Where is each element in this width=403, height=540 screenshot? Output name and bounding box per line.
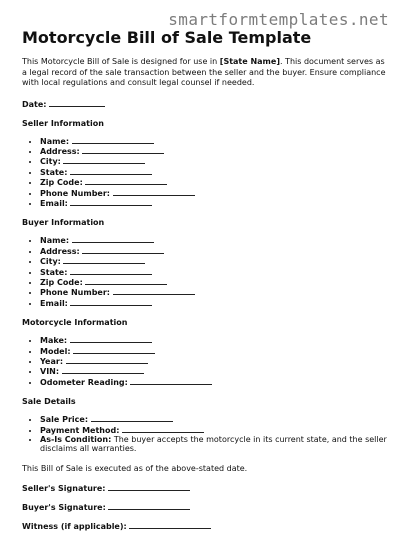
field-label: Zip Code: xyxy=(40,277,83,287)
field-blank[interactable] xyxy=(91,414,173,422)
field-blank[interactable] xyxy=(63,156,145,164)
field-label: Name: xyxy=(40,236,70,246)
field-blank[interactable] xyxy=(85,277,167,285)
intro-text-1: This Motorcycle Bill of Sale is designed for use in xyxy=(22,57,220,66)
seller-address-item xyxy=(40,146,388,156)
seller-zip-item xyxy=(40,177,388,187)
seller-fields xyxy=(22,136,388,209)
date-blank[interactable] xyxy=(49,99,105,107)
field-label: Model: xyxy=(40,346,71,356)
year-item xyxy=(40,356,388,366)
field-blank[interactable] xyxy=(62,366,144,374)
field-label: Make: xyxy=(40,336,68,346)
field-label: State: xyxy=(40,167,68,177)
seller-state-item xyxy=(40,167,388,177)
signature-label: Buyer's Signature: xyxy=(22,502,106,512)
field-label: As-Is Condition: xyxy=(40,435,112,445)
buyer-city-item xyxy=(40,256,388,266)
buyer-state-item xyxy=(40,267,388,277)
buyer-zip-item xyxy=(40,277,388,287)
field-blank[interactable] xyxy=(72,136,154,144)
field-label: Address: xyxy=(40,146,80,156)
field-label: Email: xyxy=(40,298,68,308)
date-line xyxy=(22,99,388,109)
signature-blank[interactable] xyxy=(108,502,190,510)
field-blank[interactable] xyxy=(70,298,152,306)
site-watermark: smartformtemplates.net xyxy=(168,10,389,29)
seller-signature-line xyxy=(22,483,388,493)
field-label: Odometer Reading: xyxy=(40,377,128,387)
make-item xyxy=(40,335,388,345)
field-label: Name: xyxy=(40,136,70,146)
field-blank[interactable] xyxy=(113,188,195,196)
intro-text-2: . This document serves as a legal record of the sale transaction between the seller and the buyer. Ensure compliance with local regulations and consult legal counsel if needed. xyxy=(22,57,386,87)
field-blank[interactable] xyxy=(70,198,152,206)
field-label: City: xyxy=(40,157,61,167)
witness-signature-line xyxy=(22,521,388,531)
buyer-address-item xyxy=(40,246,388,256)
field-label: Payment Method: xyxy=(40,425,120,435)
signature-label: Witness (if applicable): xyxy=(22,521,127,531)
field-blank[interactable] xyxy=(82,146,164,154)
field-blank[interactable] xyxy=(82,246,164,254)
document-title: Motorcycle Bill of Sale Template xyxy=(22,28,312,47)
signature-label: Seller's Signature: xyxy=(22,483,106,493)
buyer-heading: Buyer Information xyxy=(22,218,105,228)
signature-blank[interactable] xyxy=(129,521,211,529)
odometer-item xyxy=(40,377,388,387)
field-label: Sale Price: xyxy=(40,415,89,425)
field-label: Phone Number: xyxy=(40,188,110,198)
buyer-email-item xyxy=(40,298,388,308)
as-is-text: The buyer accepts the motorcycle in its current state, and the seller disclaims all warranties. xyxy=(40,435,387,454)
motorcycle-heading: Motorcycle Information xyxy=(22,318,128,328)
buyer-signature-line xyxy=(22,502,388,512)
vin-item xyxy=(40,366,388,376)
payment-method-item xyxy=(40,425,388,435)
seller-phone-item xyxy=(40,188,388,198)
sale-price-item xyxy=(40,414,388,424)
field-label: Year: xyxy=(40,357,64,366)
field-blank[interactable] xyxy=(70,267,152,275)
as-is-item xyxy=(40,435,388,454)
buyer-phone-item xyxy=(40,287,388,297)
executed-statement: This Bill of Sale is executed as of the above-stated date. xyxy=(22,463,248,473)
field-blank[interactable] xyxy=(66,356,148,364)
field-blank[interactable] xyxy=(63,256,145,264)
field-blank[interactable] xyxy=(130,377,212,385)
state-name-placeholder: [State Name] xyxy=(219,57,280,66)
field-blank[interactable] xyxy=(113,287,195,295)
model-item xyxy=(40,346,388,356)
seller-name-item xyxy=(40,136,388,146)
sale-fields xyxy=(22,414,388,454)
motorcycle-fields xyxy=(22,335,388,387)
field-blank[interactable] xyxy=(72,235,154,243)
field-label: Address: xyxy=(40,246,80,256)
field-label: Zip Code: xyxy=(40,178,83,188)
field-label: Phone Number: xyxy=(40,288,110,298)
buyer-fields xyxy=(22,235,388,308)
seller-city-item xyxy=(40,156,388,166)
field-blank[interactable] xyxy=(73,346,155,354)
field-label: State: xyxy=(40,267,68,277)
date-label: Date: xyxy=(22,99,47,109)
buyer-name-item xyxy=(40,235,388,245)
document xyxy=(22,28,388,540)
seller-email-item xyxy=(40,198,388,208)
field-blank[interactable] xyxy=(70,167,152,175)
field-label: VIN: xyxy=(40,367,60,377)
field-label: Email: xyxy=(40,198,68,208)
signature-blank[interactable] xyxy=(108,483,190,491)
field-blank[interactable] xyxy=(122,425,204,433)
seller-heading: Seller Information xyxy=(22,118,104,128)
field-blank[interactable] xyxy=(85,177,167,185)
field-label: City: xyxy=(40,257,61,267)
sale-heading: Sale Details xyxy=(22,397,76,407)
field-blank[interactable] xyxy=(70,335,152,343)
intro-paragraph xyxy=(22,57,388,89)
